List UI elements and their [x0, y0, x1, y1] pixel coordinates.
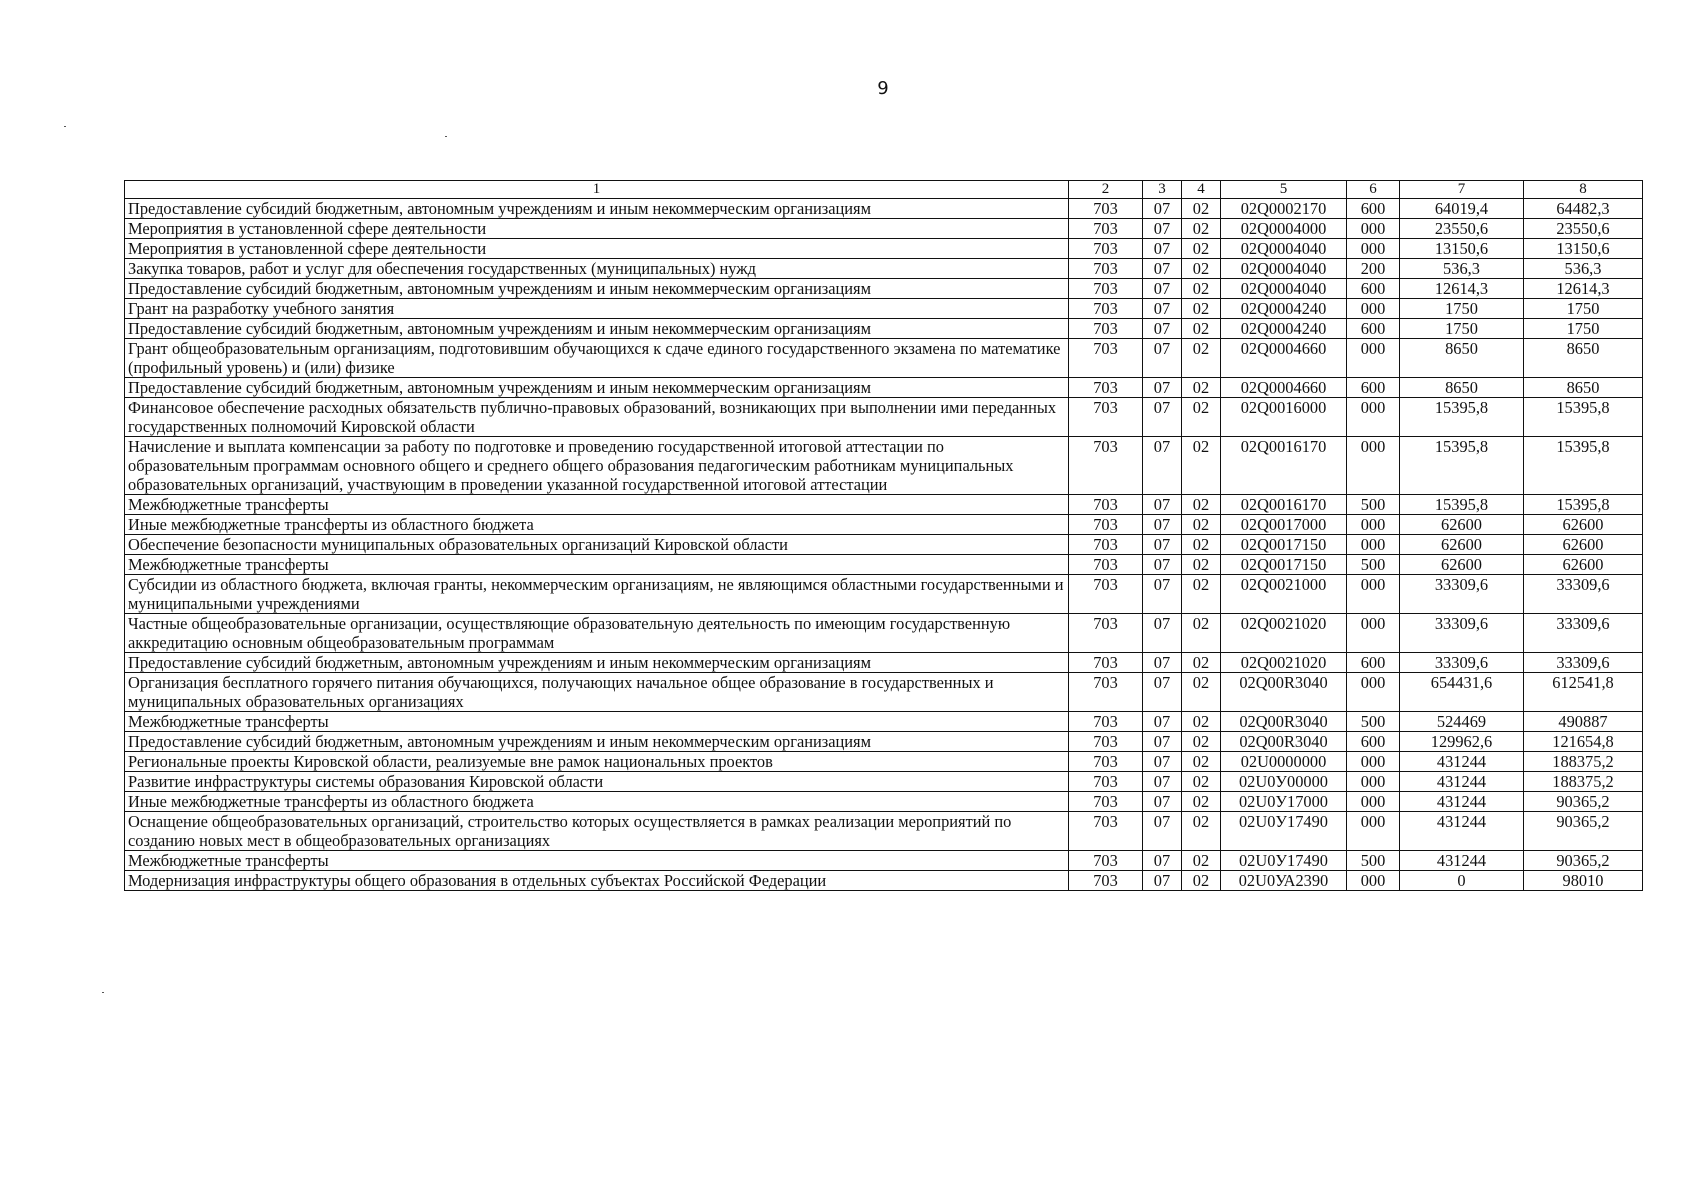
expense-type-code-cell: 000 — [1347, 515, 1400, 535]
amount-col8-cell: 90365,2 — [1524, 792, 1643, 812]
expense-type-code-cell: 600 — [1347, 732, 1400, 752]
amount-col8-cell: 90365,2 — [1524, 851, 1643, 871]
section-code-cell: 07 — [1143, 732, 1182, 752]
expense-type-code-cell: 600 — [1347, 653, 1400, 673]
subsection-code-cell: 02 — [1182, 732, 1221, 752]
expense-type-code-cell: 000 — [1347, 299, 1400, 319]
amount-col8-cell: 62600 — [1524, 555, 1643, 575]
amount-col7-cell: 1750 — [1400, 319, 1524, 339]
ministry-code-cell: 703 — [1069, 673, 1143, 712]
ministry-code-cell: 703 — [1069, 792, 1143, 812]
ministry-code-cell: 703 — [1069, 732, 1143, 752]
amount-col8-cell: 1750 — [1524, 299, 1643, 319]
target-item-code-cell: 02U0У17490 — [1221, 812, 1347, 851]
ministry-code-cell: 703 — [1069, 515, 1143, 535]
row-name-cell: Предоставление субсидий бюджетным, автономным учреждениям и иным некоммерческим организациям — [125, 378, 1069, 398]
section-code-cell: 07 — [1143, 535, 1182, 555]
subsection-code-cell: 02 — [1182, 437, 1221, 495]
section-code-cell: 07 — [1143, 398, 1182, 437]
expense-type-code-cell: 000 — [1347, 339, 1400, 378]
amount-col7-cell: 8650 — [1400, 378, 1524, 398]
section-code-cell: 07 — [1143, 871, 1182, 891]
amount-col7-cell: 12614,3 — [1400, 279, 1524, 299]
header-row — [125, 181, 1643, 199]
section-code-cell: 07 — [1143, 614, 1182, 653]
amount-col8-cell: 64482,3 — [1524, 199, 1643, 219]
amount-col7-cell: 33309,6 — [1400, 653, 1524, 673]
section-code-cell: 07 — [1143, 199, 1182, 219]
amount-col8-cell: 188375,2 — [1524, 752, 1643, 772]
target-item-code-cell: 02Q00R3040 — [1221, 673, 1347, 712]
row-name-cell: Модернизация инфраструктуры общего образования в отдельных субъектах Российской Федерации — [125, 871, 1069, 891]
row-name-cell: Грант на разработку учебного занятия — [125, 299, 1069, 319]
row-name-cell: Грант общеобразовательным организациям, подготовившим обучающихся к сдаче единого государственного экзамена по математике (профильный уровень) и (или) физике — [125, 339, 1069, 378]
section-code-cell: 07 — [1143, 515, 1182, 535]
row-name-cell: Предоставление субсидий бюджетным, автономным учреждениям и иным некоммерческим организациям — [125, 653, 1069, 673]
row-name-cell: Межбюджетные трансферты — [125, 495, 1069, 515]
amount-col7-cell: 23550,6 — [1400, 219, 1524, 239]
expense-type-code-cell: 000 — [1347, 219, 1400, 239]
section-code-cell: 07 — [1143, 239, 1182, 259]
row-name-cell: Оснащение общеобразовательных организаций, строительство которых осуществляется в рамках реализации мероприятий по созданию новых мест в общеобразовательных организациях — [125, 812, 1069, 851]
header-cell: 8 — [1524, 181, 1643, 199]
amount-col8-cell: 15395,8 — [1524, 437, 1643, 495]
ministry-code-cell: 703 — [1069, 535, 1143, 555]
subsection-code-cell: 02 — [1182, 851, 1221, 871]
amount-col7-cell: 1750 — [1400, 299, 1524, 319]
expense-type-code-cell: 000 — [1347, 812, 1400, 851]
table-row — [125, 495, 1643, 515]
expense-type-code-cell: 000 — [1347, 535, 1400, 555]
amount-col7-cell: 431244 — [1400, 752, 1524, 772]
table-row — [125, 871, 1643, 891]
amount-col8-cell: 612541,8 — [1524, 673, 1643, 712]
table-row — [125, 515, 1643, 535]
budget-table — [124, 180, 1643, 891]
table-row — [125, 555, 1643, 575]
target-item-code-cell: 02Q0017150 — [1221, 535, 1347, 555]
subsection-code-cell: 02 — [1182, 653, 1221, 673]
ministry-code-cell: 703 — [1069, 871, 1143, 891]
target-item-code-cell: 02U0У17000 — [1221, 792, 1347, 812]
target-item-code-cell: 02Q00R3040 — [1221, 712, 1347, 732]
amount-col7-cell: 8650 — [1400, 339, 1524, 378]
row-name-cell: Закупка товаров, работ и услуг для обеспечения государственных (муниципальных) нужд — [125, 259, 1069, 279]
section-code-cell: 07 — [1143, 851, 1182, 871]
subsection-code-cell: 02 — [1182, 199, 1221, 219]
row-name-cell: Организация бесплатного горячего питания обучающихся, получающих начальное общее образование в государственных и муниципальных образовательных организациях — [125, 673, 1069, 712]
ministry-code-cell: 703 — [1069, 239, 1143, 259]
table-row — [125, 575, 1643, 614]
table-row — [125, 378, 1643, 398]
subsection-code-cell: 02 — [1182, 259, 1221, 279]
expense-type-code-cell: 000 — [1347, 614, 1400, 653]
target-item-code-cell: 02Q0017000 — [1221, 515, 1347, 535]
header-cell: 5 — [1221, 181, 1347, 199]
expense-type-code-cell: 000 — [1347, 752, 1400, 772]
header-cell: 1 — [125, 181, 1069, 199]
amount-col7-cell: 33309,6 — [1400, 575, 1524, 614]
subsection-code-cell: 02 — [1182, 398, 1221, 437]
target-item-code-cell: 02U0000000 — [1221, 752, 1347, 772]
target-item-code-cell: 02Q0004660 — [1221, 339, 1347, 378]
amount-col7-cell: 524469 — [1400, 712, 1524, 732]
expense-type-code-cell: 000 — [1347, 437, 1400, 495]
row-name-cell: Обеспечение безопасности муниципальных образовательных организаций Кировской области — [125, 535, 1069, 555]
table-row — [125, 279, 1643, 299]
expense-type-code-cell: 600 — [1347, 319, 1400, 339]
target-item-code-cell: 02Q0016000 — [1221, 398, 1347, 437]
amount-col7-cell: 654431,6 — [1400, 673, 1524, 712]
amount-col8-cell: 62600 — [1524, 535, 1643, 555]
ministry-code-cell: 703 — [1069, 219, 1143, 239]
expense-type-code-cell: 600 — [1347, 378, 1400, 398]
subsection-code-cell: 02 — [1182, 378, 1221, 398]
target-item-code-cell: 02Q0016170 — [1221, 437, 1347, 495]
subsection-code-cell: 02 — [1182, 299, 1221, 319]
ministry-code-cell: 703 — [1069, 199, 1143, 219]
amount-col7-cell: 431244 — [1400, 851, 1524, 871]
subsection-code-cell: 02 — [1182, 712, 1221, 732]
amount-col7-cell: 62600 — [1400, 515, 1524, 535]
target-item-code-cell: 02U0У00000 — [1221, 772, 1347, 792]
table-row — [125, 259, 1643, 279]
expense-type-code-cell: 600 — [1347, 279, 1400, 299]
subsection-code-cell: 02 — [1182, 515, 1221, 535]
section-code-cell: 07 — [1143, 653, 1182, 673]
header-cell: 6 — [1347, 181, 1400, 199]
section-code-cell: 07 — [1143, 378, 1182, 398]
target-item-code-cell: 02Q0002170 — [1221, 199, 1347, 219]
subsection-code-cell: 02 — [1182, 772, 1221, 792]
subsection-code-cell: 02 — [1182, 812, 1221, 851]
ministry-code-cell: 703 — [1069, 495, 1143, 515]
table-row — [125, 653, 1643, 673]
section-code-cell: 07 — [1143, 299, 1182, 319]
row-name-cell: Межбюджетные трансферты — [125, 555, 1069, 575]
subsection-code-cell: 02 — [1182, 575, 1221, 614]
section-code-cell: 07 — [1143, 673, 1182, 712]
row-name-cell: Межбюджетные трансферты — [125, 851, 1069, 871]
ministry-code-cell: 703 — [1069, 339, 1143, 378]
amount-col7-cell: 431244 — [1400, 772, 1524, 792]
row-name-cell: Региональные проекты Кировской области, реализуемые вне рамок национальных проектов — [125, 752, 1069, 772]
table-row — [125, 712, 1643, 732]
section-code-cell: 07 — [1143, 495, 1182, 515]
table-row — [125, 752, 1643, 772]
row-name-cell: Предоставление субсидий бюджетным, автономным учреждениям и иным некоммерческим организациям — [125, 319, 1069, 339]
expense-type-code-cell: 000 — [1347, 871, 1400, 891]
amount-col7-cell: 536,3 — [1400, 259, 1524, 279]
row-name-cell: Предоставление субсидий бюджетным, автономным учреждениям и иным некоммерческим организациям — [125, 279, 1069, 299]
table-row — [125, 339, 1643, 378]
row-name-cell: Субсидии из областного бюджета, включая гранты, некоммерческим организациям, не являющимся областными государственными и муниципальными учреждениями — [125, 575, 1069, 614]
subsection-code-cell: 02 — [1182, 339, 1221, 378]
subsection-code-cell: 02 — [1182, 279, 1221, 299]
amount-col8-cell: 98010 — [1524, 871, 1643, 891]
target-item-code-cell: 02Q0004040 — [1221, 239, 1347, 259]
table-row — [125, 673, 1643, 712]
ministry-code-cell: 703 — [1069, 712, 1143, 732]
section-code-cell: 07 — [1143, 339, 1182, 378]
header-cell: 7 — [1400, 181, 1524, 199]
target-item-code-cell: 02U0УА2390 — [1221, 871, 1347, 891]
amount-col8-cell: 12614,3 — [1524, 279, 1643, 299]
amount-col8-cell: 15395,8 — [1524, 495, 1643, 515]
amount-col7-cell: 431244 — [1400, 792, 1524, 812]
table-row — [125, 239, 1643, 259]
amount-col8-cell: 8650 — [1524, 339, 1643, 378]
amount-col8-cell: 8650 — [1524, 378, 1643, 398]
row-name-cell: Иные межбюджетные трансферты из областного бюджета — [125, 515, 1069, 535]
section-code-cell: 07 — [1143, 219, 1182, 239]
ministry-code-cell: 703 — [1069, 378, 1143, 398]
amount-col8-cell: 13150,6 — [1524, 239, 1643, 259]
section-code-cell: 07 — [1143, 279, 1182, 299]
row-name-cell: Частные общеобразовательные организации, осуществляющие образовательную деятельность по имеющим государственную аккредитацию основным общеобразовательным программам — [125, 614, 1069, 653]
target-item-code-cell: 02Q0004240 — [1221, 319, 1347, 339]
amount-col7-cell: 0 — [1400, 871, 1524, 891]
header-cell: 3 — [1143, 181, 1182, 199]
expense-type-code-cell: 600 — [1347, 199, 1400, 219]
row-name-cell: Начисление и выплата компенсации за работу по подготовке и проведению государственной итоговой аттестации по образовательным программам основного общего и среднего общего образования педагогическим работникам муниципальных образовательных организаций, участвующим в проведении указанной государственной итоговой аттестации — [125, 437, 1069, 495]
ministry-code-cell: 703 — [1069, 812, 1143, 851]
amount-col8-cell: 33309,6 — [1524, 653, 1643, 673]
row-name-cell: Мероприятия в установленной сфере деятельности — [125, 239, 1069, 259]
table-row — [125, 851, 1643, 871]
amount-col7-cell: 15395,8 — [1400, 437, 1524, 495]
row-name-cell: Предоставление субсидий бюджетным, автономным учреждениям и иным некоммерческим организациям — [125, 732, 1069, 752]
target-item-code-cell: 02Q0021020 — [1221, 614, 1347, 653]
subsection-code-cell: 02 — [1182, 319, 1221, 339]
section-code-cell: 07 — [1143, 712, 1182, 732]
target-item-code-cell: 02Q0004040 — [1221, 279, 1347, 299]
table-row — [125, 437, 1643, 495]
expense-type-code-cell: 500 — [1347, 495, 1400, 515]
subsection-code-cell: 02 — [1182, 673, 1221, 712]
header-cell: 2 — [1069, 181, 1143, 199]
ministry-code-cell: 703 — [1069, 575, 1143, 614]
table-row — [125, 614, 1643, 653]
table-body — [125, 181, 1643, 891]
subsection-code-cell: 02 — [1182, 535, 1221, 555]
expense-type-code-cell: 000 — [1347, 575, 1400, 614]
subsection-code-cell: 02 — [1182, 219, 1221, 239]
amount-col7-cell: 431244 — [1400, 812, 1524, 851]
section-code-cell: 07 — [1143, 772, 1182, 792]
target-item-code-cell: 02Q0004000 — [1221, 219, 1347, 239]
ministry-code-cell: 703 — [1069, 555, 1143, 575]
amount-col8-cell: 15395,8 — [1524, 398, 1643, 437]
expense-type-code-cell: 000 — [1347, 673, 1400, 712]
amount-col8-cell: 33309,6 — [1524, 575, 1643, 614]
expense-type-code-cell: 500 — [1347, 712, 1400, 732]
header-cell: 4 — [1182, 181, 1221, 199]
page-number: 9 — [877, 78, 889, 99]
target-item-code-cell: 02Q0021020 — [1221, 653, 1347, 673]
row-name-cell: Межбюджетные трансферты — [125, 712, 1069, 732]
ministry-code-cell: 703 — [1069, 319, 1143, 339]
section-code-cell: 07 — [1143, 555, 1182, 575]
ministry-code-cell: 703 — [1069, 437, 1143, 495]
table-row — [125, 535, 1643, 555]
amount-col8-cell: 490887 — [1524, 712, 1643, 732]
target-item-code-cell: 02Q0004660 — [1221, 378, 1347, 398]
row-name-cell: Развитие инфраструктуры системы образования Кировской области — [125, 772, 1069, 792]
expense-type-code-cell: 500 — [1347, 851, 1400, 871]
ministry-code-cell: 703 — [1069, 299, 1143, 319]
table-row — [125, 772, 1643, 792]
amount-col7-cell: 62600 — [1400, 535, 1524, 555]
expense-type-code-cell: 200 — [1347, 259, 1400, 279]
ministry-code-cell: 703 — [1069, 614, 1143, 653]
table-row — [125, 299, 1643, 319]
scan-speck — [445, 136, 447, 137]
amount-col8-cell: 121654,8 — [1524, 732, 1643, 752]
expense-type-code-cell: 000 — [1347, 239, 1400, 259]
ministry-code-cell: 703 — [1069, 259, 1143, 279]
expense-type-code-cell: 000 — [1347, 792, 1400, 812]
scan-speck — [102, 992, 104, 993]
subsection-code-cell: 02 — [1182, 871, 1221, 891]
ministry-code-cell: 703 — [1069, 653, 1143, 673]
section-code-cell: 07 — [1143, 812, 1182, 851]
subsection-code-cell: 02 — [1182, 614, 1221, 653]
expense-type-code-cell: 000 — [1347, 772, 1400, 792]
table-row — [125, 792, 1643, 812]
row-name-cell: Иные межбюджетные трансферты из областного бюджета — [125, 792, 1069, 812]
table-row — [125, 199, 1643, 219]
amount-col8-cell: 1750 — [1524, 319, 1643, 339]
amount-col7-cell: 33309,6 — [1400, 614, 1524, 653]
section-code-cell: 07 — [1143, 437, 1182, 495]
row-name-cell: Мероприятия в установленной сфере деятельности — [125, 219, 1069, 239]
amount-col8-cell: 188375,2 — [1524, 772, 1643, 792]
amount-col7-cell: 13150,6 — [1400, 239, 1524, 259]
subsection-code-cell: 02 — [1182, 555, 1221, 575]
target-item-code-cell: 02Q0021000 — [1221, 575, 1347, 614]
subsection-code-cell: 02 — [1182, 752, 1221, 772]
target-item-code-cell: 02U0У17490 — [1221, 851, 1347, 871]
ministry-code-cell: 703 — [1069, 851, 1143, 871]
ministry-code-cell: 703 — [1069, 279, 1143, 299]
subsection-code-cell: 02 — [1182, 792, 1221, 812]
expense-type-code-cell: 000 — [1347, 398, 1400, 437]
row-name-cell: Финансовое обеспечение расходных обязательств публично-правовых образований, возникающих при выполнении ими переданных государственных полномочий Кировской области — [125, 398, 1069, 437]
ministry-code-cell: 703 — [1069, 772, 1143, 792]
ministry-code-cell: 703 — [1069, 752, 1143, 772]
amount-col7-cell: 129962,6 — [1400, 732, 1524, 752]
target-item-code-cell: 02Q0004240 — [1221, 299, 1347, 319]
target-item-code-cell: 02Q0004040 — [1221, 259, 1347, 279]
table-row — [125, 732, 1643, 752]
section-code-cell: 07 — [1143, 575, 1182, 614]
section-code-cell: 07 — [1143, 752, 1182, 772]
target-item-code-cell: 02Q0017150 — [1221, 555, 1347, 575]
amount-col7-cell: 15395,8 — [1400, 398, 1524, 437]
amount-col7-cell: 15395,8 — [1400, 495, 1524, 515]
amount-col8-cell: 90365,2 — [1524, 812, 1643, 851]
target-item-code-cell: 02Q00R3040 — [1221, 732, 1347, 752]
section-code-cell: 07 — [1143, 792, 1182, 812]
row-name-cell: Предоставление субсидий бюджетным, автономным учреждениям и иным некоммерческим организациям — [125, 199, 1069, 219]
subsection-code-cell: 02 — [1182, 239, 1221, 259]
amount-col8-cell: 23550,6 — [1524, 219, 1643, 239]
expense-type-code-cell: 500 — [1347, 555, 1400, 575]
section-code-cell: 07 — [1143, 259, 1182, 279]
amount-col8-cell: 536,3 — [1524, 259, 1643, 279]
amount-col8-cell: 33309,6 — [1524, 614, 1643, 653]
amount-col8-cell: 62600 — [1524, 515, 1643, 535]
amount-col7-cell: 64019,4 — [1400, 199, 1524, 219]
ministry-code-cell: 703 — [1069, 398, 1143, 437]
table-row — [125, 398, 1643, 437]
table-row — [125, 319, 1643, 339]
subsection-code-cell: 02 — [1182, 495, 1221, 515]
table-row — [125, 812, 1643, 851]
section-code-cell: 07 — [1143, 319, 1182, 339]
table-row — [125, 219, 1643, 239]
target-item-code-cell: 02Q0016170 — [1221, 495, 1347, 515]
scan-speck — [64, 126, 66, 127]
amount-col7-cell: 62600 — [1400, 555, 1524, 575]
